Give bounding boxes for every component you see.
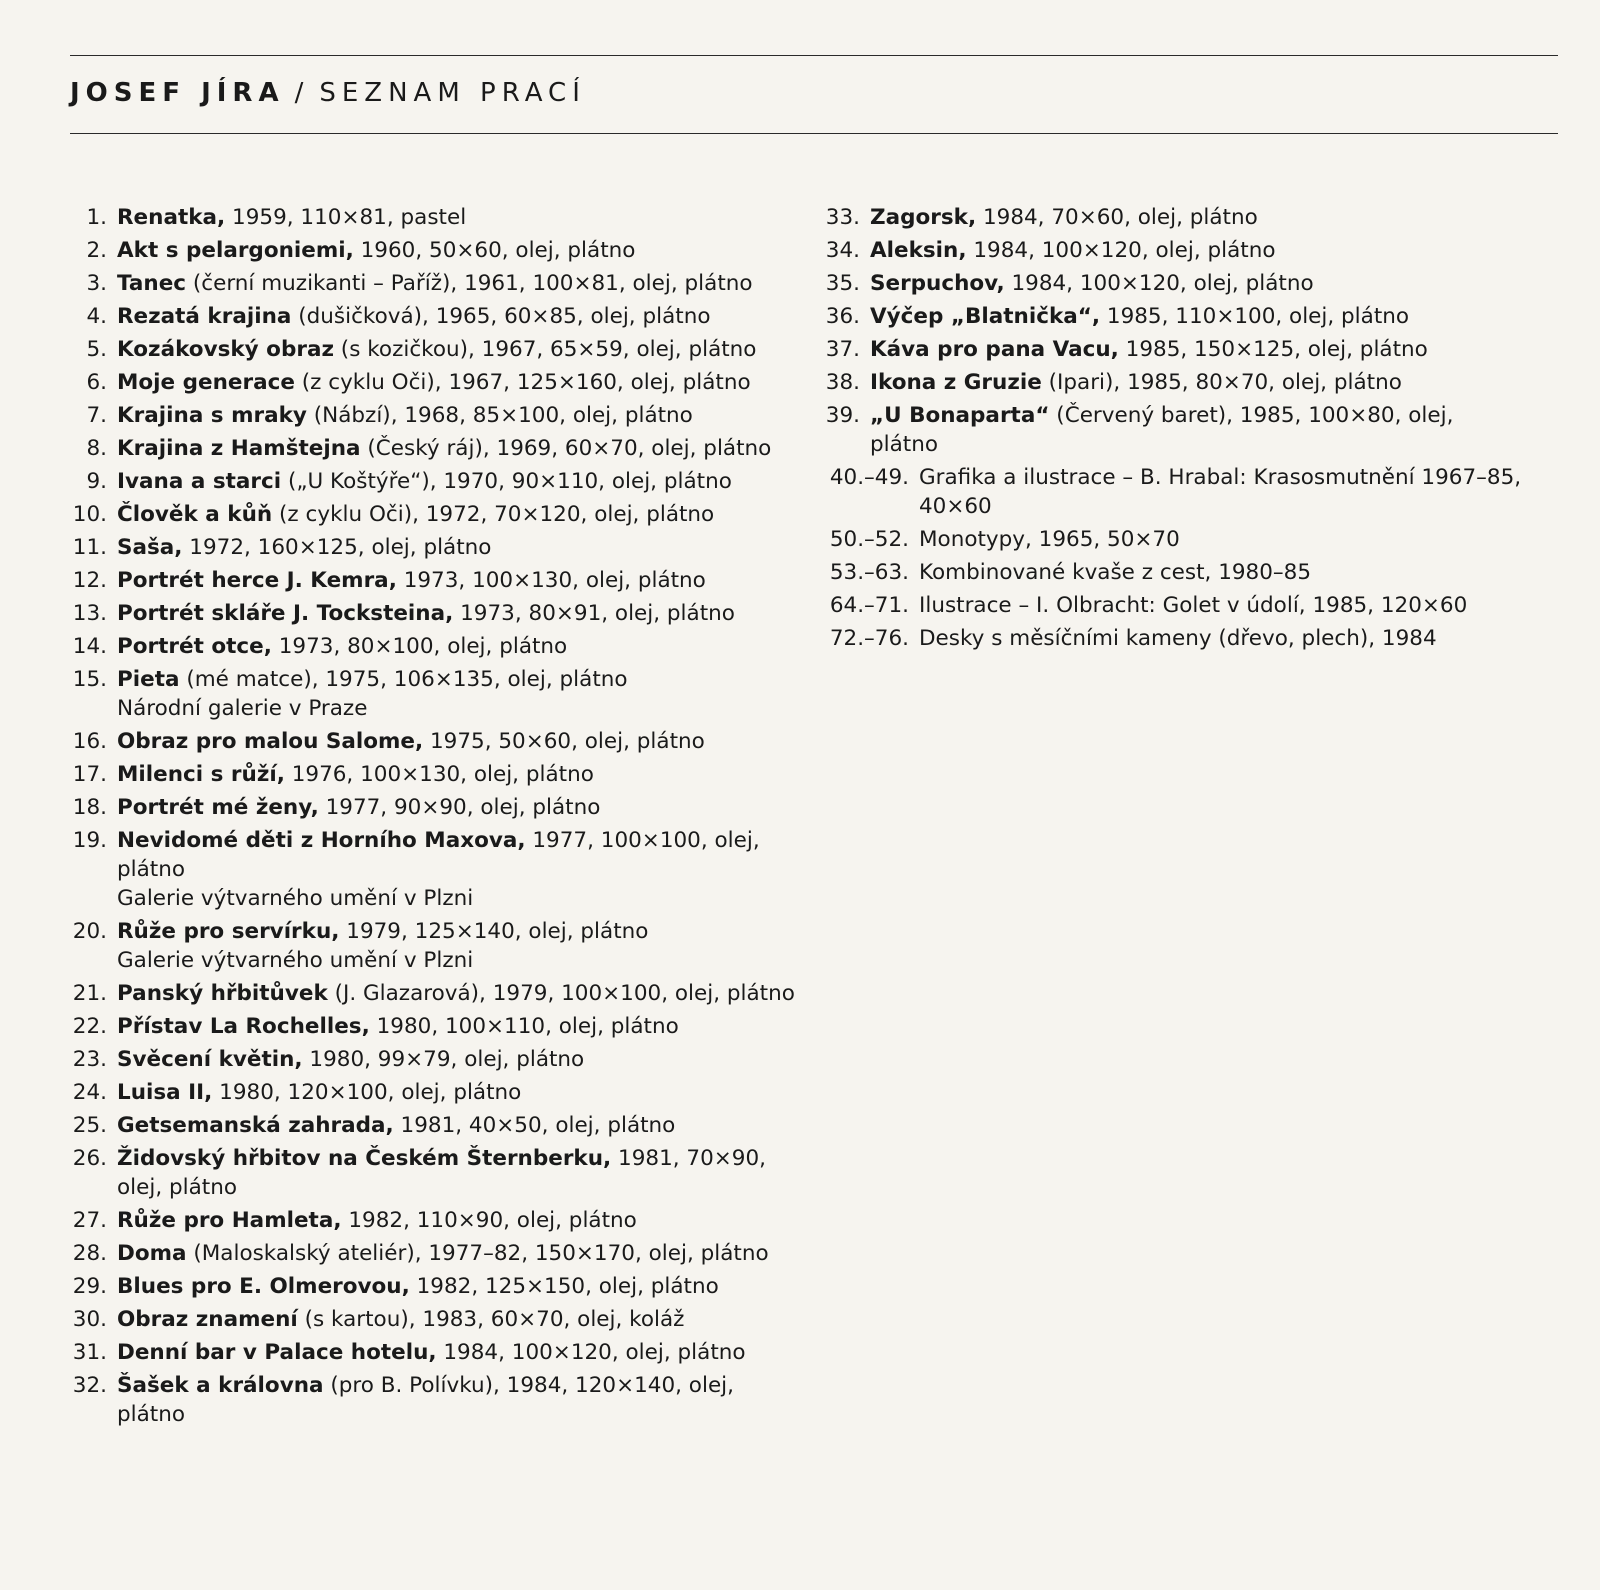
item-number: 21.: [72, 981, 107, 1006]
item-body: [117, 368, 807, 397]
item-number: 2.: [86, 238, 107, 263]
item-number: 16.: [72, 729, 107, 754]
list-item: [62, 727, 807, 756]
item-details: (černí muzikanti – Paříž), 1961, 100×81, olej, plátno: [186, 271, 753, 296]
item-title: Milenci s růží,: [117, 762, 285, 787]
list-item: [62, 1206, 807, 1235]
item-number: 29.: [72, 1274, 107, 1299]
item-number: 9.: [86, 469, 107, 494]
item-title: Luisa II,: [117, 1080, 213, 1105]
item-body: [117, 1111, 807, 1140]
item-title: Kozákovský obraz: [117, 337, 334, 362]
item-description: Grafika a ilustrace – B. Hrabal: Krasosmutnění 1967–85, 40×60: [919, 465, 1522, 519]
item-details: 1959, 110×81, pastel: [225, 205, 467, 230]
item-details: 1984, 100×120, olej, plátno: [966, 238, 1276, 263]
item-title: Tanec: [117, 271, 187, 296]
item-number: 14.: [72, 634, 107, 659]
item-details: 1973, 80×91, olej, plátno: [453, 601, 735, 626]
item-title: Přístav La Rochelles,: [117, 1014, 370, 1039]
item-body: [117, 1012, 807, 1041]
item-details: (Ipari), 1985, 80×70, olej, plátno: [1041, 370, 1402, 395]
item-body: [870, 236, 1523, 265]
item-details: (Český ráj), 1969, 60×70, olej, plátno: [360, 436, 772, 461]
item-description: Kombinované kvaše z cest, 1980–85: [919, 560, 1312, 585]
item-number: 1.: [86, 205, 107, 230]
item-title: Káva pro pana Vacu,: [870, 337, 1119, 362]
item-number: 38.: [825, 370, 860, 395]
item-number-range: 50.–52.: [829, 527, 909, 552]
item-number: 19.: [72, 828, 107, 853]
list-item: [62, 1305, 807, 1334]
item-title: Obraz pro malou Salome,: [117, 729, 424, 754]
item-details: 1980, 120×100, olej, plátno: [212, 1080, 522, 1105]
item-body: [117, 917, 807, 975]
item-title: Denní bar v Palace hotelu,: [117, 1340, 437, 1365]
item-number: 31.: [72, 1340, 107, 1365]
list-item: [62, 401, 807, 430]
item-title: Růže pro Hamleta,: [117, 1208, 342, 1233]
item-title: Portrét skláře J. Tocksteina,: [117, 601, 454, 626]
item-body: [870, 368, 1523, 397]
item-number: 24.: [72, 1080, 107, 1105]
item-details: (pro B. Polívku), 1984, 120×140, olej, plátno: [117, 1373, 734, 1427]
item-number: 7.: [86, 403, 107, 428]
item-body: [117, 760, 807, 789]
item-body: [117, 401, 807, 430]
item-body: [870, 269, 1523, 298]
item-title: Šašek a královna: [117, 1373, 324, 1398]
item-number: 15.: [72, 667, 107, 692]
item-details: 1972, 160×125, olej, plátno: [182, 535, 492, 560]
item-title: Krajina z Hamštejna: [117, 436, 361, 461]
item-body: [870, 401, 1523, 459]
list-item-range: [823, 558, 1523, 587]
list-item: [62, 793, 807, 822]
item-title: Ikona z Gruzie: [870, 370, 1042, 395]
page-header: [70, 78, 586, 108]
item-number: 34.: [825, 238, 860, 263]
item-number: 39.: [825, 403, 860, 428]
item-body: [870, 335, 1523, 364]
list-item: [62, 203, 807, 232]
item-details: 1980, 99×79, olej, plátno: [302, 1047, 585, 1072]
list-item: [823, 236, 1523, 265]
item-body: [117, 269, 807, 298]
item-number: 18.: [72, 795, 107, 820]
item-number: 35.: [825, 271, 860, 296]
item-number: 32.: [72, 1373, 107, 1398]
list-item: [62, 1144, 807, 1202]
item-body: [117, 979, 807, 1008]
item-details: 1973, 80×100, olej, plátno: [271, 634, 568, 659]
item-number: 26.: [72, 1146, 107, 1171]
list-item-range: [823, 463, 1523, 521]
item-number: 22.: [72, 1014, 107, 1039]
list-item: [62, 302, 807, 331]
item-title: Blues pro E. Olmerovou,: [117, 1274, 410, 1299]
list-item: [62, 917, 807, 975]
works-list-right: [823, 203, 1523, 657]
item-number: 20.: [72, 919, 107, 944]
item-details: (dušičková), 1965, 60×85, olej, plátno: [291, 304, 711, 329]
item-number: 12.: [72, 568, 107, 593]
item-title: Portrét mé ženy,: [117, 795, 319, 820]
item-title: Aleksin,: [870, 238, 967, 263]
item-title: Rezatá krajina: [117, 304, 292, 329]
list-item: [823, 203, 1523, 232]
works-list-left: [62, 203, 807, 1433]
item-body: [117, 302, 807, 331]
item-details: („U Koštýře“), 1970, 90×110, olej, plátno: [281, 469, 732, 494]
item-title: Renatka,: [117, 205, 226, 230]
item-number: 10.: [72, 502, 107, 527]
item-number: 33.: [825, 205, 860, 230]
item-body: [117, 1272, 807, 1301]
item-body: [117, 434, 807, 463]
item-title: Výčep „Blatnička“,: [870, 304, 1101, 329]
item-collection-note: Národní galerie v Praze: [117, 696, 368, 721]
item-title: Ivana a starci: [117, 469, 282, 494]
list-item-range: [823, 525, 1523, 554]
item-details: 1977, 90×90, olej, plátno: [318, 795, 601, 820]
item-body: [117, 500, 807, 529]
item-title: Doma: [117, 1241, 187, 1266]
item-body: [117, 566, 807, 595]
item-details: (mé matce), 1975, 106×135, olej, plátno: [179, 667, 628, 692]
item-title: Getsemanská zahrada,: [117, 1113, 394, 1138]
item-details: 1960, 50×60, olej, plátno: [353, 238, 636, 263]
item-body: [117, 1045, 807, 1074]
item-description: Desky s měsíčními kameny (dřevo, plech), 1984: [919, 626, 1437, 651]
item-details: (Nábzí), 1968, 85×100, olej, plátno: [306, 403, 693, 428]
item-title: Židovský hřbitov na Českém Šternberku,: [117, 1146, 612, 1171]
item-number: 25.: [72, 1113, 107, 1138]
item-details: 1982, 110×90, olej, plátno: [341, 1208, 637, 1233]
list-item: [823, 269, 1523, 298]
list-item: [62, 533, 807, 562]
item-title: Zagorsk,: [870, 205, 977, 230]
item-number: 36.: [825, 304, 860, 329]
list-item: [62, 467, 807, 496]
list-item: [62, 1111, 807, 1140]
item-title: Člověk a kůň: [117, 502, 273, 527]
item-body: [117, 665, 807, 723]
item-body: [117, 599, 807, 628]
item-body: [117, 793, 807, 822]
item-body: [117, 727, 807, 756]
item-details: 1984, 100×120, olej, plátno: [436, 1340, 746, 1365]
item-body: [117, 826, 807, 913]
list-item: [62, 434, 807, 463]
list-item: [62, 500, 807, 529]
item-title: „U Bonaparta“: [870, 403, 1050, 428]
item-body: [117, 1144, 807, 1202]
item-title: Nevidomé děti z Horního Maxova,: [117, 828, 526, 853]
item-details: 1985, 110×100, olej, plátno: [1100, 304, 1410, 329]
list-item: [62, 566, 807, 595]
item-body: [117, 467, 807, 496]
item-details: (Červený baret), 1985, 100×80, olej, plátno: [870, 403, 1454, 457]
item-body: [117, 632, 807, 661]
item-number: 13.: [72, 601, 107, 626]
item-title: Portrét herce J. Kemra,: [117, 568, 397, 593]
list-item: [62, 1272, 807, 1301]
item-details: 1981, 40×50, olej, plátno: [393, 1113, 676, 1138]
top-rule: [70, 55, 1558, 56]
item-details: 1981, 70×90, olej, plátno: [117, 1146, 766, 1200]
item-number: 17.: [72, 762, 107, 787]
item-description: Ilustrace – I. Olbracht: Golet v údolí, 1985, 120×60: [919, 593, 1468, 618]
item-details: 1984, 100×120, olej, plátno: [1004, 271, 1314, 296]
item-body: [117, 1371, 807, 1429]
list-item: [62, 335, 807, 364]
item-title: Panský hřbitůvek: [117, 981, 328, 1006]
item-body: [117, 1239, 807, 1268]
item-details: 1977, 100×100, olej, plátno: [117, 828, 760, 882]
item-details: 1984, 70×60, olej, plátno: [976, 205, 1258, 230]
list-item: [62, 826, 807, 913]
item-title: Krajina s mraky: [117, 403, 307, 428]
item-number-range: 40.–49.: [829, 465, 909, 490]
list-item: [62, 1012, 807, 1041]
list-item: [823, 401, 1523, 459]
item-body: [870, 203, 1523, 232]
works-list-right-ranges: [823, 463, 1523, 653]
list-item: [62, 269, 807, 298]
item-title: Svěcení květin,: [117, 1047, 303, 1072]
item-number: 28.: [72, 1241, 107, 1266]
item-number: 23.: [72, 1047, 107, 1072]
list-item: [823, 335, 1523, 364]
item-title: Pieta: [117, 667, 180, 692]
item-number: 5.: [86, 337, 107, 362]
item-details: 1976, 100×130, olej, plátno: [284, 762, 594, 787]
item-details: 1980, 100×110, olej, plátno: [369, 1014, 679, 1039]
item-details: (z cyklu Oči), 1972, 70×120, olej, plátno: [272, 502, 715, 527]
list-item: [62, 1045, 807, 1074]
item-title: Obraz znamení: [117, 1307, 298, 1332]
item-number: 11.: [72, 535, 107, 560]
list-item: [62, 1371, 807, 1429]
item-number: 3.: [86, 271, 107, 296]
item-details: 1975, 50×60, olej, plátno: [423, 729, 705, 754]
item-description: Monotypy, 1965, 50×70: [919, 527, 1180, 552]
item-body: [117, 335, 807, 364]
item-body: [117, 533, 807, 562]
item-number: 27.: [72, 1208, 107, 1233]
item-number: 8.: [86, 436, 107, 461]
works-list-right-items: [823, 203, 1523, 459]
item-details: (Maloskalský ateliér), 1977–82, 150×170, olej, plátno: [186, 1241, 769, 1266]
item-body: [117, 1305, 807, 1334]
section-title: SEZNAM PRACÍ: [319, 78, 586, 108]
list-item: [823, 302, 1523, 331]
list-item: [62, 599, 807, 628]
item-collection-note: Galerie výtvarného umění v Plzni: [117, 886, 474, 911]
item-details: 1973, 100×130, olej, plátno: [396, 568, 706, 593]
item-body: [117, 236, 807, 265]
list-item-range: [823, 624, 1523, 653]
list-item: [62, 1239, 807, 1268]
list-item: [62, 665, 807, 723]
item-number-range: 72.–76.: [829, 626, 909, 651]
list-item: [823, 368, 1523, 397]
item-details: (J. Glazarová), 1979, 100×100, olej, plátno: [327, 981, 795, 1006]
list-item: [62, 368, 807, 397]
item-body: [117, 1078, 807, 1107]
list-item: [62, 760, 807, 789]
list-item: [62, 1338, 807, 1367]
item-body: [117, 203, 807, 232]
item-body: [117, 1206, 807, 1235]
author-name: JOSEF JÍRA: [70, 78, 285, 108]
item-details: 1982, 125×150, olej, plátno: [409, 1274, 719, 1299]
item-details: 1985, 150×125, olej, plátno: [1118, 337, 1428, 362]
list-item: [62, 1078, 807, 1107]
item-title: Serpuchov,: [870, 271, 1005, 296]
item-title: Růže pro servírku,: [117, 919, 340, 944]
item-title: Portrét otce,: [117, 634, 272, 659]
item-body: [870, 302, 1523, 331]
item-title: Saša,: [117, 535, 183, 560]
item-details: (s kozičkou), 1967, 65×59, olej, plátno: [333, 337, 757, 362]
list-item: [62, 632, 807, 661]
item-number-range: 64.–71.: [829, 593, 909, 618]
item-title: Moje generace: [117, 370, 295, 395]
item-number: 6.: [86, 370, 107, 395]
list-item: [62, 979, 807, 1008]
item-collection-note: Galerie výtvarného umění v Plzni: [117, 948, 474, 973]
bottom-rule: [70, 133, 1558, 134]
item-details: (z cyklu Oči), 1967, 125×160, olej, plátno: [294, 370, 751, 395]
header-separator: /: [294, 78, 310, 108]
item-body: [117, 1338, 807, 1367]
item-details: 1979, 125×140, olej, plátno: [339, 919, 649, 944]
item-number: 4.: [86, 304, 107, 329]
item-number: 30.: [72, 1307, 107, 1332]
list-item: [62, 236, 807, 265]
item-title: Akt s pelargoniemi,: [117, 238, 354, 263]
list-item-range: [823, 591, 1523, 620]
item-number-range: 53.–63.: [829, 560, 909, 585]
item-details: (s kartou), 1983, 60×70, olej, koláž: [297, 1307, 685, 1332]
item-number: 37.: [825, 337, 860, 362]
